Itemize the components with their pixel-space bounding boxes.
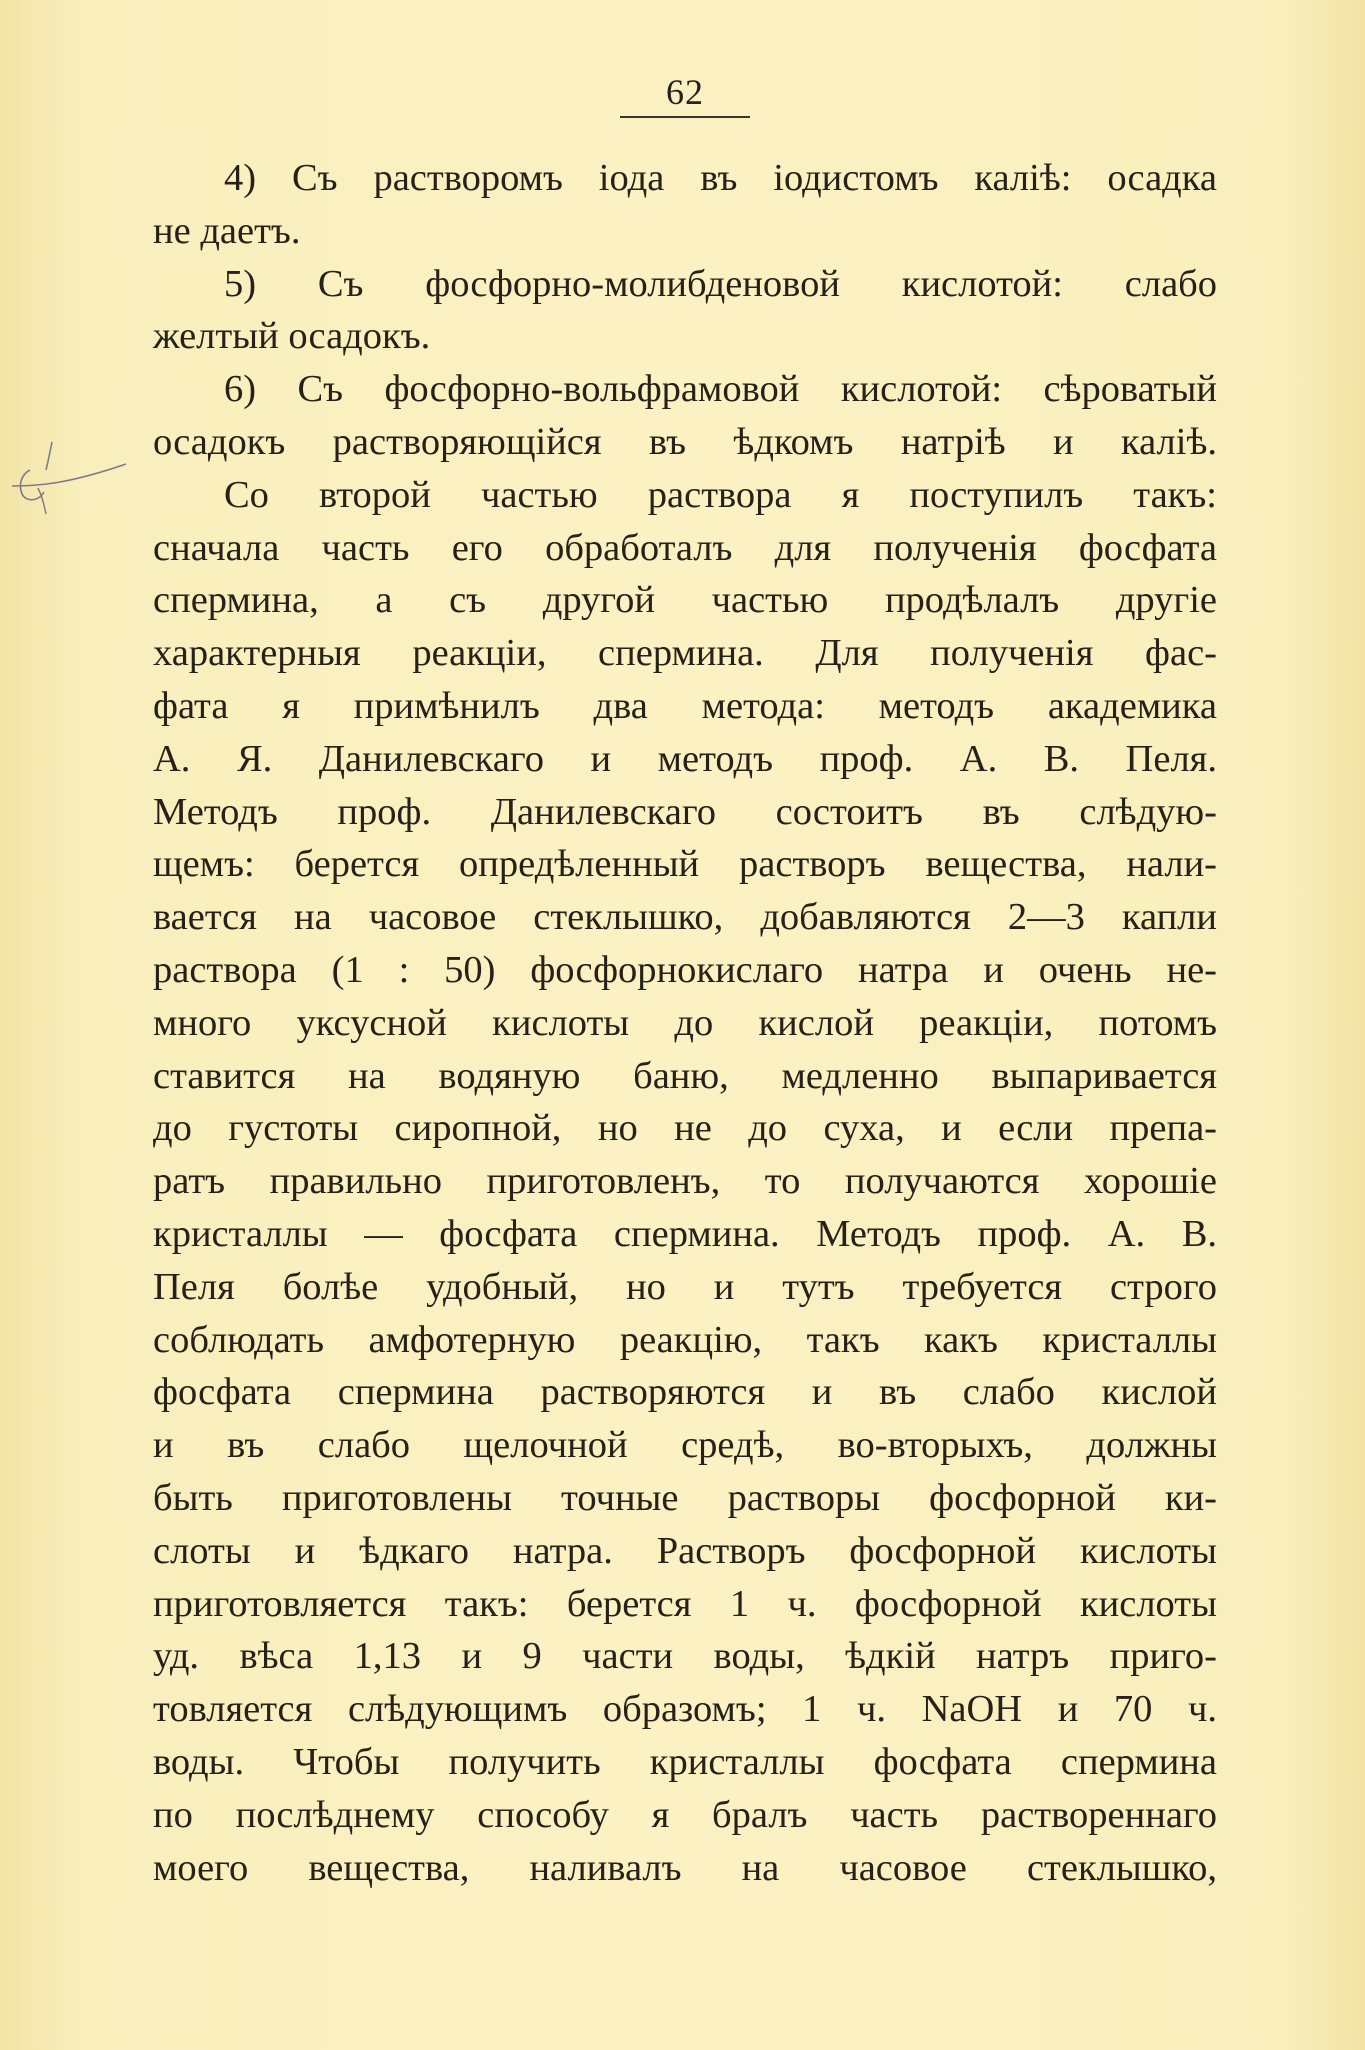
text-line: моего вещества, наливалъ на часовое стеклышко,	[153, 1846, 1217, 1889]
text-line: и въ слабо щелочной средѣ, во-вторыхъ, должны	[153, 1424, 1217, 1467]
text-line: ратъ правильно приготовленъ, то получаются хорошіе	[153, 1160, 1217, 1203]
header-rule	[620, 116, 750, 118]
text-line: вается на часовое стеклышко, добавляются 2—3 капли	[153, 896, 1217, 939]
text-line: желтый осадокъ.	[153, 315, 431, 358]
page-header	[620, 72, 750, 118]
text-line: не даетъ.	[153, 209, 301, 252]
text-line: приготовляется такъ: берется 1 ч. фосфорной кислоты	[153, 1582, 1217, 1625]
text-line: Со второй частью раствора я поступилъ такъ:	[224, 473, 1217, 516]
text-line: быть приготовлены точные растворы фосфорной ки-	[153, 1476, 1217, 1519]
text-line: Пеля болѣе удобный, но и тутъ требуется строго	[153, 1265, 1217, 1308]
text-line: много уксусной кислоты до кислой реакціи, потомъ	[153, 1001, 1217, 1044]
text-line: спермина, а съ другой частью продѣлалъ другіе	[153, 579, 1217, 622]
text-line: кристаллы — фосфата спермина. Методъ проф. А. В.	[153, 1212, 1217, 1255]
text-line: уд. вѣса 1,13 и 9 части воды, ѣдкій натръ приго-	[153, 1635, 1217, 1678]
text-line: щемъ: берется опредѣленный растворъ вещества, нали-	[153, 843, 1217, 886]
text-line: товляется слѣдующимъ образомъ; 1 ч. NaOH и 70 ч.	[153, 1688, 1217, 1731]
text-line: сначала часть его обработалъ для полученія фосфата	[153, 526, 1217, 569]
text-line: 6) Съ фосфорно-вольфрамовой кислотой: сѣроватый	[224, 368, 1217, 411]
text-line: осадокъ растворяющійся въ ѣдкомъ натріѣ и каліѣ.	[153, 420, 1217, 463]
text-line: А. Я. Данилевскаго и методъ проф. А. В. Пеля.	[153, 737, 1217, 780]
pencil-margin-mark-icon	[8, 440, 128, 520]
text-line: по послѣднему способу я бралъ часть раствореннаго	[153, 1793, 1217, 1836]
text-line: до густоты сиропной, но не до суха, и если препа-	[153, 1107, 1217, 1150]
text-line: воды. Чтобы получить кристаллы фосфата спермина	[153, 1740, 1217, 1783]
text-line: 5) Съ фосфорно-молибденовой кислотой: слабо	[224, 262, 1217, 305]
text-line: Методъ проф. Данилевскаго состоитъ въ слѣдую-	[153, 790, 1217, 833]
text-line: соблюдать амфотерную реакцію, такъ какъ кристаллы	[153, 1318, 1217, 1361]
text-line: характерныя реакціи, спермина. Для полученія фас-	[153, 632, 1217, 675]
text-line: фосфата спермина растворяются и въ слабо кислой	[153, 1371, 1217, 1414]
text-line: 4) Съ растворомъ іода въ іодистомъ каліѣ: осадка	[224, 157, 1217, 199]
page-number: 62	[666, 72, 704, 112]
text-line: раствора (1 : 50) фосфорнокислаго натра и очень не-	[153, 948, 1217, 991]
body-text	[153, 152, 1217, 1894]
text-line: слоты и ѣдкаго натра. Растворъ фосфорной кислоты	[153, 1529, 1217, 1572]
text-line: ставится на водяную баню, медленно выпаривается	[153, 1054, 1217, 1097]
text-line: фата я примѣнилъ два метода: методъ академика	[153, 684, 1217, 727]
